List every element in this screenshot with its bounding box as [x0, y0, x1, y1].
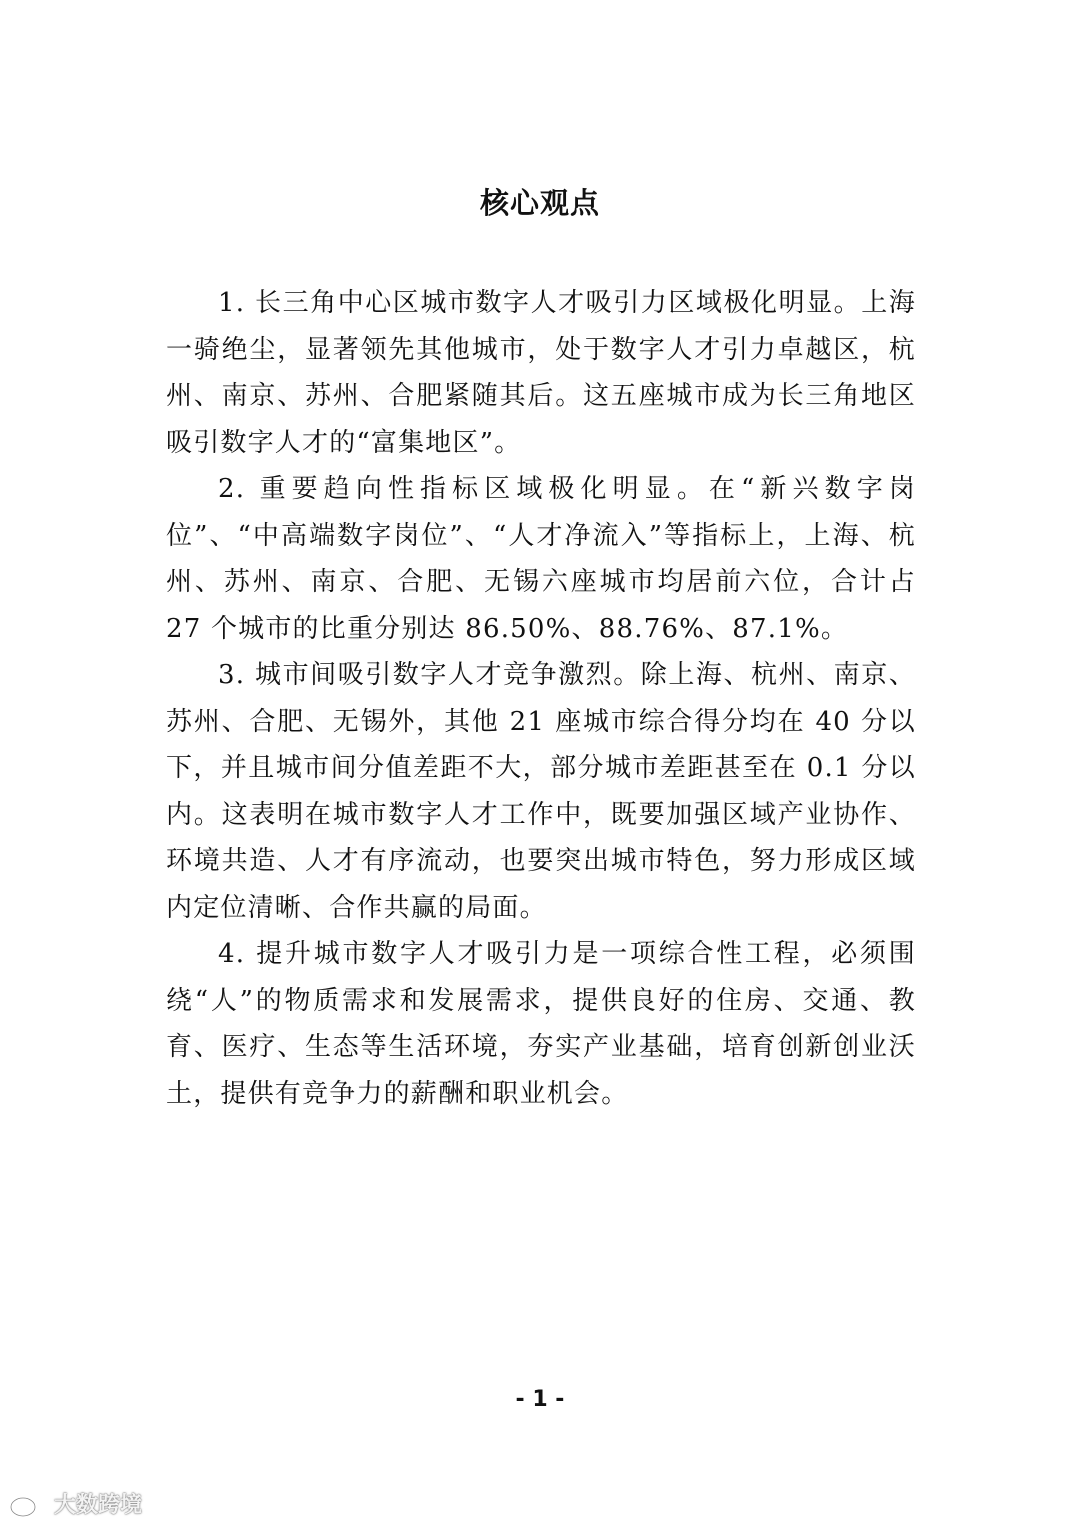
paragraph-2: 2. 重要趋向性指标区域极化明显。在“新兴数字岗位”、“中高端数字岗位”、“人才净流入”等指标上，上海、杭州、苏州、南京、合肥、无锡六座城市均居前六位，合计占 27 个城市的比重分别达 86.50%、88.76%、87.1%。	[166, 474, 916, 644]
watermark	[8, 1488, 142, 1519]
watermark-text: 大数跨境	[54, 1493, 143, 1518]
body-text	[166, 280, 916, 1117]
weibo-icon	[8, 1489, 48, 1519]
paragraph-1: 1. 长三角中心区城市数字人才吸引力区域极化明显。上海一骑绝尘，显著领先其他城市，处于数字人才引力卓越区，杭州、南京、苏州、合肥紧随其后。这五座城市成为长三角地区吸引数字人才的“富集地区”。	[166, 288, 916, 458]
page-number: - 1 -	[515, 1387, 565, 1412]
paragraph-4: 4. 提升城市数字人才吸引力是一项综合性工程，必须围绕“人”的物质需求和发展需求，提供良好的住房、交通、教育、医疗、生态等生活环境，夯实产业基础，培育创新创业沃土，提供有竞争力的薪酬和职业机会。	[166, 939, 916, 1109]
page-title: 核心观点	[479, 186, 600, 220]
paragraph-3: 3. 城市间吸引数字人才竞争激烈。除上海、杭州、南京、苏州、合肥、无锡外，其他 21 座城市综合得分均在 40 分以下，并且城市间分值差距不大，部分城市差距甚至在 0.1 分以内。这表明在城市数字人才工作中，既要加强区域产业协作、环境共造、人才有序流动，也要突出城市特色，努力形成区域内定位清晰、合作共赢的局面。	[166, 660, 916, 923]
